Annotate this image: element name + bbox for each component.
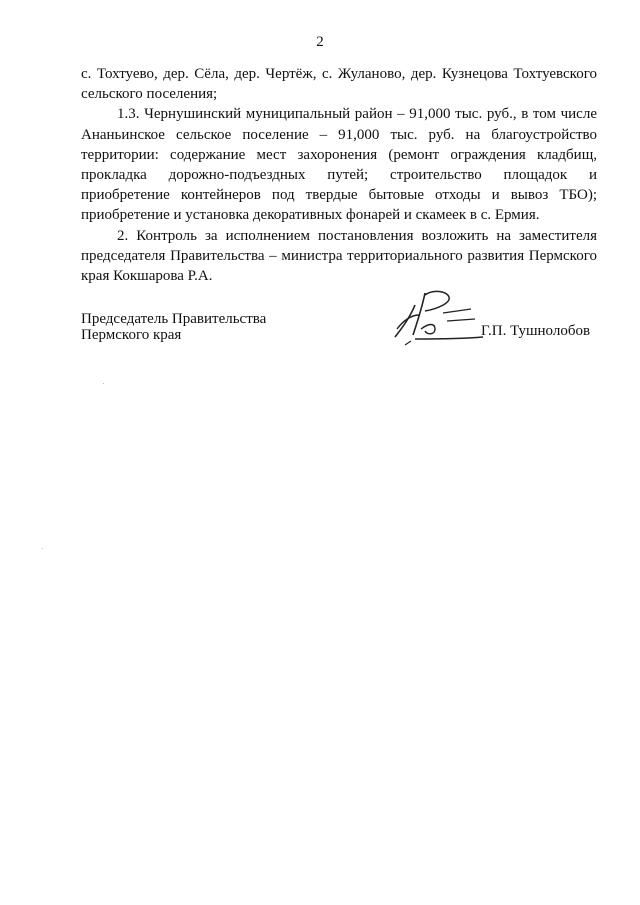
signer-title-line1: Председатель Правительства bbox=[81, 311, 267, 327]
document-body bbox=[81, 64, 597, 286]
page-number: 2 bbox=[316, 34, 324, 50]
scan-speck bbox=[103, 383, 104, 384]
paragraph-item-1-3: 1.3. Чернушинский муниципальный район – 91,000 тыс. руб., в том числе Ананьинское сельское поселение – 91,000 тыс. руб. на благоустройство территории: содержание мест захоронения (ремонт ограждения кладбищ, прокладка дорожно-подъездных путей; строительство площадок и приобретение контейнеров под твердые бытовые отходы и вывоз ТБО); приобретение и установка декоративных фонарей и скамеек в с. Ермия. bbox=[81, 106, 597, 224]
signer-title-line2: Пермского края bbox=[81, 327, 182, 343]
signer-title bbox=[81, 311, 266, 343]
scan-speck bbox=[42, 548, 43, 549]
paragraph-item-2: 2. Контроль за исполнением постановления возложить на заместителя председателя Правительства – министра территориального развития Пермского края Кокшарова Р.А. bbox=[81, 227, 597, 285]
handwritten-signature bbox=[385, 285, 495, 355]
signer-name: Г.П. Тушнолобов bbox=[481, 323, 591, 339]
paragraph-continuation: с. Тохтуево, дер. Сёла, дер. Чертёж, с. Жуланово, дер. Кузнецова Тохтуевского сельского поселения; bbox=[81, 66, 597, 103]
